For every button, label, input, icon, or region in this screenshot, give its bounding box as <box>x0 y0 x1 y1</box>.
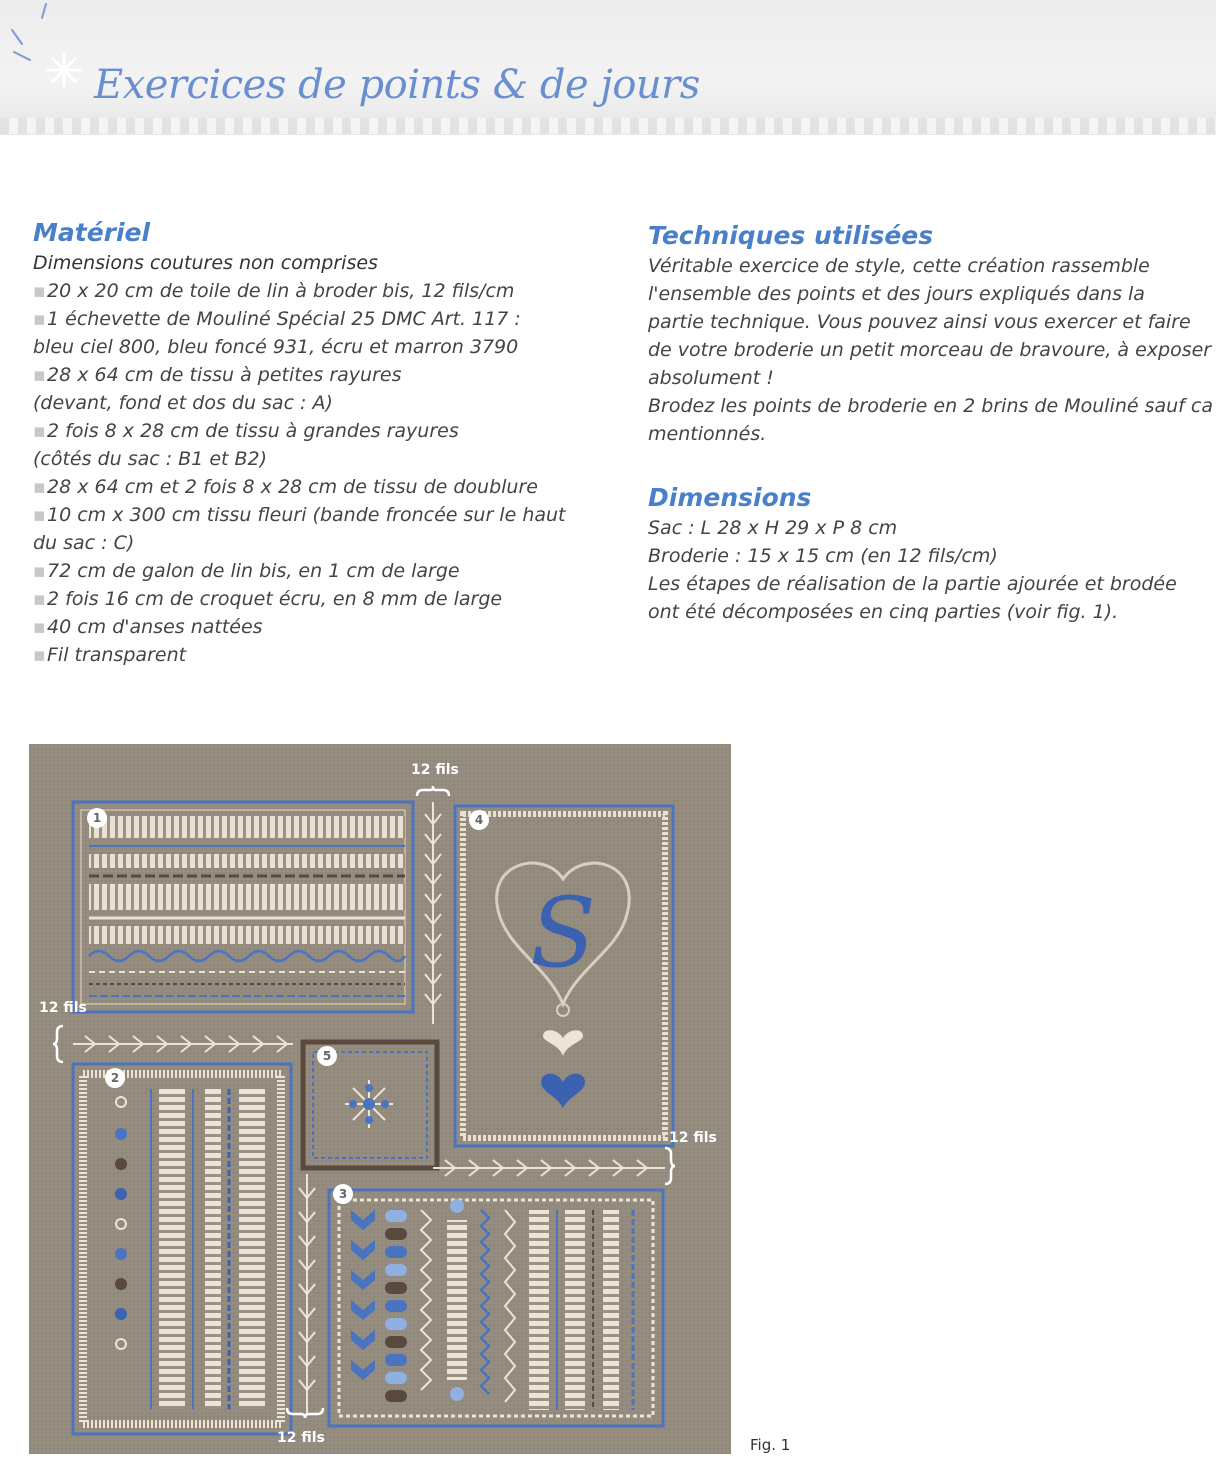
bullet-icon: ▪ <box>33 616 46 638</box>
label-12-fils-left: 12 fils <box>39 1000 87 1016</box>
materiel-item <box>33 641 593 669</box>
materiel-item-text: 72 cm de galon de lin bis, en 1 cm de large <box>47 560 460 582</box>
badge-2: 2 <box>105 1068 125 1088</box>
techniques-line: Brodez les points de broderie en 2 brins de Mouliné sauf ca <box>648 395 1213 417</box>
materiel-list <box>33 277 593 669</box>
techniques-text <box>648 252 1216 448</box>
materiel-item-text: bleu ciel 800, bleu foncé 931, écru et marron 3790 <box>33 336 519 358</box>
techniques-line: de votre broderie un petit morceau de bravoure, à exposer <box>648 339 1212 361</box>
materiel-item-continued <box>33 529 593 557</box>
materiel-subheading: Dimensions coutures non comprises <box>33 252 378 274</box>
label-12-fils-right: 12 fils <box>669 1130 717 1146</box>
materiel-item-text: du sac : C) <box>33 532 135 554</box>
embroidery-illustration <box>29 744 731 1454</box>
materiel-item-continued <box>33 389 593 417</box>
materiel-item-text: 2 fois 8 x 28 cm de tissu à grandes rayures <box>47 420 459 442</box>
materiel-item-text: 40 cm d'anses nattées <box>47 616 263 638</box>
techniques-line: partie technique. Vous pouvez ainsi vous exercer et faire <box>648 311 1191 333</box>
materiel-item-text: 10 cm x 300 cm tissu fleuri (bande froncée sur le haut <box>47 504 566 526</box>
dimensions-text <box>648 514 1216 626</box>
techniques-line: Véritable exercice de style, cette création rassemble <box>648 255 1150 277</box>
decorative-strip <box>0 118 1216 134</box>
dimensions-heading: Dimensions <box>648 483 812 512</box>
bullet-icon: ▪ <box>33 560 46 582</box>
techniques-line: mentionnés. <box>648 423 767 445</box>
header-banner <box>0 0 1216 135</box>
materiel-item-text: 28 x 64 cm de tissu à petites rayures <box>47 364 402 386</box>
materiel-item-text: 2 fois 16 cm de croquet écru, en 8 mm de large <box>47 588 503 610</box>
right-column <box>648 220 1216 626</box>
techniques-heading: Techniques utilisées <box>648 221 934 250</box>
sparkle-icon <box>8 0 88 110</box>
materiel-item-text: 20 x 20 cm de toile de lin à broder bis, 12 fils/cm <box>47 280 515 302</box>
figure-caption: Fig. 1 <box>750 1436 791 1454</box>
materiel-item-continued <box>33 333 593 361</box>
badge-5: 5 <box>317 1046 337 1066</box>
page-title: Exercices de points & de jours <box>94 62 700 108</box>
label-12-fils-bottom: 12 fils <box>277 1430 325 1446</box>
materiel-item <box>33 473 593 501</box>
bullet-icon: ▪ <box>33 280 46 302</box>
bullet-icon: ▪ <box>33 504 46 526</box>
techniques-line: absolument ! <box>648 367 774 389</box>
materiel-item <box>33 277 593 305</box>
materiel-item-text: (devant, fond et dos du sac : A) <box>33 392 333 414</box>
materiel-item <box>33 417 593 445</box>
bullet-icon: ▪ <box>33 308 46 330</box>
dimensions-line: Sac : L 28 x H 29 x P 8 cm <box>648 517 898 539</box>
materiel-item-text: Fil transparent <box>47 644 187 666</box>
techniques-line: l'ensemble des points et des jours expliqués dans la <box>648 283 1145 305</box>
materiel-section <box>33 217 593 669</box>
materiel-item <box>33 613 593 641</box>
materiel-item-text: 1 échevette de Mouliné Spécial 25 DMC Art. 117 : <box>47 308 521 330</box>
monogram-letter: S <box>530 877 596 989</box>
bullet-icon: ▪ <box>33 420 46 442</box>
materiel-item <box>33 501 593 529</box>
materiel-item <box>33 361 593 389</box>
bullet-icon: ▪ <box>33 644 46 666</box>
label-12-fils-top: 12 fils <box>411 762 459 778</box>
badge-3: 3 <box>333 1184 353 1204</box>
bullet-icon: ▪ <box>33 364 46 386</box>
embroidery-figure <box>29 744 731 1454</box>
bullet-icon: ▪ <box>33 476 46 498</box>
dimensions-line: Broderie : 15 x 15 cm (en 12 fils/cm) <box>648 545 998 567</box>
materiel-heading: Matériel <box>33 218 151 247</box>
materiel-item <box>33 557 593 585</box>
materiel-item-text: 28 x 64 cm et 2 fois 8 x 28 cm de tissu de doublure <box>47 476 538 498</box>
dimensions-line: Les étapes de réalisation de la partie ajourée et brodée <box>648 573 1177 595</box>
materiel-item-text: (côtés du sac : B1 et B2) <box>33 448 268 470</box>
materiel-item <box>33 305 593 333</box>
dimensions-line: ont été décomposées en cinq parties (voir fig. 1). <box>648 601 1119 623</box>
materiel-item-continued <box>33 445 593 473</box>
badge-1: 1 <box>87 808 107 828</box>
badge-4: 4 <box>469 810 489 830</box>
bullet-icon: ▪ <box>33 588 46 610</box>
materiel-item <box>33 585 593 613</box>
